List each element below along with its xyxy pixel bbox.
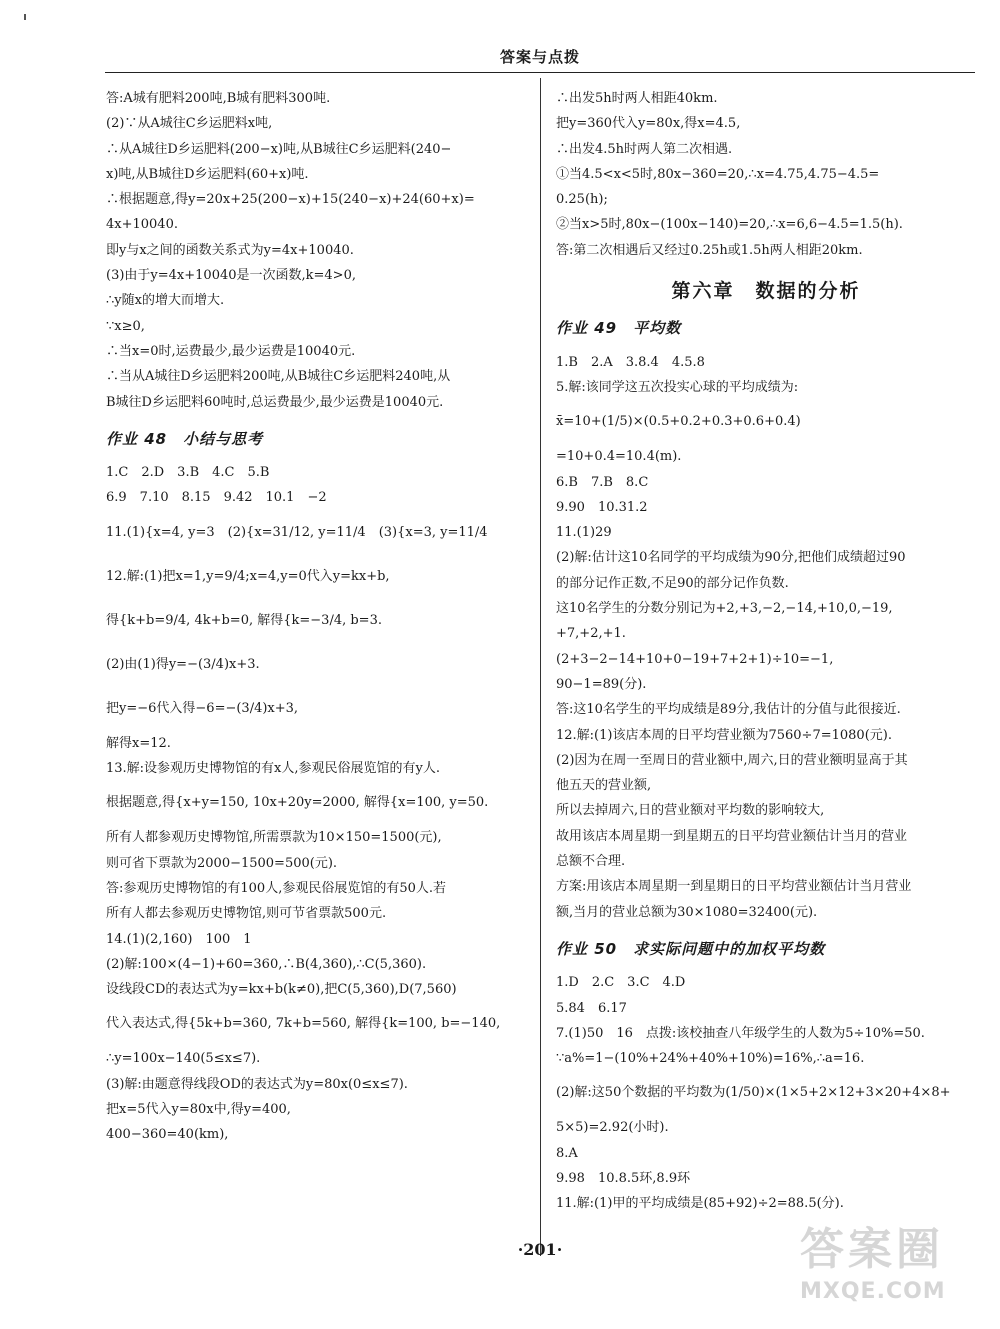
text-line: ∴出发4.5h时两人第二次相遇.	[556, 141, 733, 157]
equation-line: (2)由(1)得y=−(3/4)x+3.	[106, 656, 260, 672]
chapter-title: 第六章 数据的分析	[671, 280, 861, 303]
section-heading: 作业 48 小结与思考	[106, 429, 264, 448]
text-line: ∴出发5h时两人相距40km.	[556, 91, 718, 106]
text-line: 12.解:(1)该店本周的日平均营业额为7560÷7=1080(元).	[556, 727, 892, 743]
text-line: ①当4.5<x<5时,80x−360=20,∴x=4.75,4.75−4.5=	[556, 166, 880, 182]
text-line: 13.解:设参观历史博物馆的有x人,参观民俗展览馆的有y人.	[106, 761, 440, 777]
watermark-logo	[800, 1222, 990, 1322]
text-line: ②当x>5时,80x−(100x−140)=20,∴x=6,6−4.5=1.5(h).	[556, 217, 903, 233]
text-line: ∵a%=1−(10%+24%+40%+10%)=16%,∴a=16.	[556, 1051, 865, 1067]
text-line: ∴当从A城往D乡运肥料200吨,从B城往C乡运肥料240吨,从	[106, 369, 451, 385]
page-number: ·201·	[517, 1240, 563, 1259]
text-line: 答:这10名学生的平均成绩是89分,我估计的分值与此很接近.	[556, 702, 901, 718]
text-line: 1.D 2.C 3.C 4.D	[556, 975, 686, 991]
text-line: 6.B 7.B 8.C	[556, 474, 649, 490]
text-line: B城往D乡运肥料60吨时,总运费最少,最少运费是10040元.	[106, 394, 444, 410]
section-heading: 作业 49 平均数	[556, 319, 682, 338]
text-line: 这10名学生的分数分别记为+2,+3,−2,−14,+10,0,−19,	[556, 601, 893, 617]
text-line: ∴y=100x−140(5≤x≤7).	[106, 1051, 261, 1067]
text-line: 解得x=12.	[106, 735, 171, 751]
text-line: 5×5)=2.92(小时).	[556, 1120, 669, 1136]
text-line: 额,当月的营业总额为30×1080=32400(元).	[556, 904, 818, 920]
text-line: 6.9 7.10 8.15 9.42 10.1 −2	[106, 490, 327, 506]
text-line: =10+0.4=10.4(m).	[556, 449, 682, 465]
text-line: 7.(1)50 16 点拨:该校抽查八年级学生的人数为5÷10%=50.	[556, 1025, 925, 1041]
text-line: ∴根据题意,得y=20x+25(200−x)+15(240−x)+24(60+x)=	[106, 192, 475, 208]
text-line: ∴当x=0时,运费最少,最少运费是10040元.	[106, 343, 356, 359]
text-line: 1.C 2.D 3.B 4.C 5.B	[106, 465, 270, 481]
text-line: (2)解:100×(4−1)+60=360,∴B(4,360),∴C(5,360).	[106, 956, 427, 972]
section-heading: 作业 50 求实际问题中的加权平均数	[556, 939, 826, 958]
equation-line: 根据题意,得{x+y=150, 10x+20y=2000, 解得{x=100, y=50.	[106, 795, 489, 811]
text-line: (2)解:估计这10名同学的平均成绩为90分,把他们成绩超过90	[556, 550, 906, 566]
equation-line: (2)解:这50个数据的平均数为(1/50)×(1×5+2×12+3×20+4×8+	[556, 1085, 951, 1101]
equation-line: 把y=−6代入得−6=−(3/4)x+3,	[106, 700, 299, 716]
header-rule	[105, 72, 975, 73]
corner-mark	[24, 14, 26, 20]
text-line: 答:第二次相遇后又经过0.25h或1.5h两人相距20km.	[556, 242, 863, 258]
text-line: 400−360=40(km),	[106, 1127, 229, 1143]
equation-line: 得{k+b=9/4, 4k+b=0, 解得{k=−3/4, b=3.	[106, 612, 382, 628]
watermark-top: 答案圈	[800, 1224, 944, 1275]
text-line: 9.98 10.8.5环,8.9环	[556, 1170, 691, 1186]
text-line: 总额不合理.	[556, 854, 626, 870]
text-line: 4x+10040.	[106, 217, 178, 233]
text-line: +7,+2,+1.	[556, 626, 626, 642]
text-line: 把y=360代入y=80x,得x=4.5,	[556, 116, 741, 132]
text-line: 5.解:该同学这五次投实心球的平均成绩为:	[556, 379, 799, 395]
column-divider	[540, 78, 541, 1256]
watermark-bottom: MXQE.COM	[800, 1279, 946, 1304]
equation-line: 12.解:(1)把x=1,y=9/4;x=4,y=0代入y=kx+b,	[106, 568, 390, 584]
text-line: (2)因为在周一至周日的营业额中,周六,日的营业额明显高于其	[556, 752, 908, 768]
text-line: 0.25(h);	[556, 192, 608, 208]
text-line: (2)∵从A城往C乡运肥料x吨,	[106, 116, 273, 132]
text-line: 故用该店本周星期一到星期五的日平均营业额估计当月的营业	[556, 828, 908, 844]
equation-line: 11.(1){x=4, y=3 (2){x=31/12, y=11/4 (3){x=3, y=11/4	[106, 524, 488, 540]
text-line: 所有人都参观历史博物馆,所需票款为10×150=1500(元),	[106, 830, 442, 846]
text-line: 14.(1)(2,160) 100 1	[106, 931, 252, 947]
text-line: 8.A	[556, 1145, 578, 1161]
text-line: 答:A城有肥料200吨,B城有肥料300吨.	[106, 91, 331, 106]
text-line: 设线段CD的表达式为y=kx+b(k≠0),把C(5,360),D(7,560)	[106, 982, 457, 998]
text-line: 他五天的营业额,	[556, 778, 652, 794]
right-column	[556, 86, 976, 1217]
left-column	[106, 86, 530, 1148]
text-line: ∵x≥0,	[106, 318, 145, 334]
text-line: x)吨,从B城往D乡运肥料(60+x)吨.	[106, 166, 309, 182]
text-line: 11.(1)29	[556, 525, 612, 541]
equation-line: 代入表达式,得{5k+b=360, 7k+b=560, 解得{k=100, b=−140,	[106, 1016, 501, 1032]
text-line: (3)解:由题意得线段OD的表达式为y=80x(0≤x≤7).	[106, 1076, 408, 1092]
text-line: 即y与x之间的函数关系式为y=4x+10040.	[106, 242, 354, 258]
text-line: 答:参观历史博物馆的有100人,参观民俗展览馆的有50人.若	[106, 880, 446, 896]
text-line: 1.B 2.A 3.8.4 4.5.8	[556, 354, 705, 370]
equation-line: x̄=10+(1/5)×(0.5+0.2+0.3+0.6+0.4)	[556, 414, 801, 430]
page-header: 答案与点拨	[499, 48, 580, 66]
text-line: 90−1=89(分).	[556, 676, 647, 692]
text-line: 的部分记作正数,不足90的部分记作负数.	[556, 575, 789, 591]
text-line: 5.84 6.17	[556, 1000, 627, 1016]
text-line: ∴从A城往D乡运肥料(200−x)吨,从B城往C乡运肥料(240−	[106, 141, 452, 157]
text-line: (2+3−2−14+10+0−19+7+2+1)÷10=−1,	[556, 651, 834, 667]
text-line: (3)由于y=4x+10040是一次函数,k=4>0,	[106, 268, 356, 284]
text-line: 方案:用该店本周星期一到星期日的日平均营业额估计当月营业	[556, 879, 912, 895]
text-line: 则可省下票款为2000−1500=500(元).	[106, 855, 338, 871]
text-line: ∴y随x的增大而增大.	[106, 293, 225, 309]
text-line: 9.90 10.31.2	[556, 499, 648, 515]
text-line: 把x=5代入y=80x中,得y=400,	[106, 1102, 291, 1118]
text-line: 所以去掉周六,日的营业额对平均数的影响较大,	[556, 803, 825, 819]
text-line: 11.解:(1)甲的平均成绩是(85+92)÷2=88.5(分).	[556, 1196, 844, 1212]
text-line: 所有人都去参观历史博物馆,则可节省票款500元.	[106, 906, 387, 922]
